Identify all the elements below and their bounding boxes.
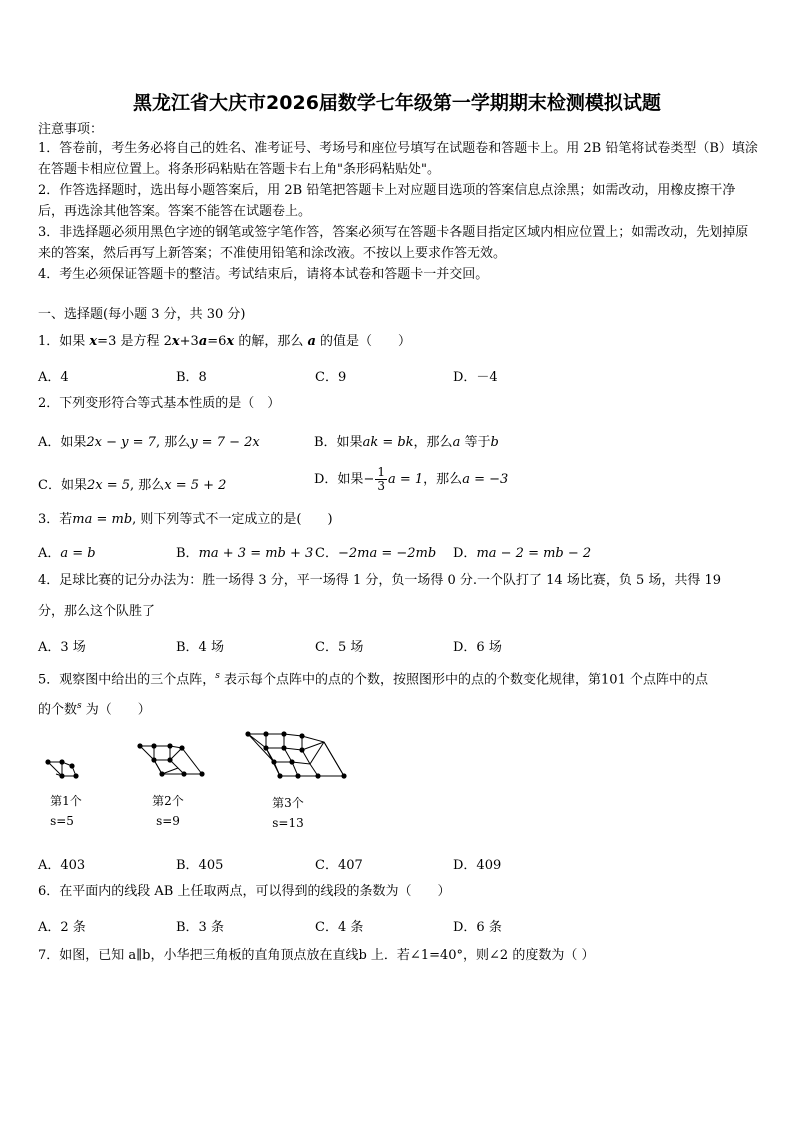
q1-option-b: B．8 <box>176 370 207 385</box>
question-5-stem-line-2: 的个数$^s$ 为（ ） <box>38 701 151 718</box>
figure-2-value: s=9 <box>156 814 180 828</box>
figure-1-label: 第1个 <box>50 794 82 808</box>
q2-option-a: A．如果2x − y = 7, 那么y = 7 − 2x <box>38 435 260 450</box>
q4-option-c: C．5 场 <box>315 640 364 655</box>
question-5-stem-line-1: 5．观察图中给出的三个点阵，$^s$ 表示每个点阵中的点的个数，按照图形中的点的个数变化规律，第101 个点阵中的点 <box>38 671 708 688</box>
question-2-stem: 2．下列变形符合等式基本性质的是（ ） <box>38 396 281 411</box>
page-title: 黑龙江省大庆市2026届数学七年级第一学期期末检测模拟试题 <box>133 92 661 114</box>
question-7-stem: 7．如图，已知 a∥b，小华把三角板的直角顶点放在直线b 上．若∠1=40°，则∠2 的度数为（ ） <box>38 948 595 963</box>
q1-option-a: A．4 <box>38 370 69 385</box>
notice-item-4: 4．考生必须保证答题卡的整洁。考试结束后，请将本试卷和答题卡一并交回。 <box>38 267 489 282</box>
figure-2-label: 第2个 <box>152 794 184 808</box>
q2-option-c: C．如果2x = 5, 那么x = 5 + 2 <box>38 478 227 493</box>
fraction-one-third: $\frac{1}{3}$ <box>377 465 385 493</box>
question-1-stem: 1．如果 x=3 是方程 2x+3a=6x 的解，那么 a 的值是（ ） <box>38 334 412 349</box>
figure-1-value: s=5 <box>50 814 74 828</box>
figure-3-value: s=13 <box>272 816 304 830</box>
dot-lattice-figure-3 <box>240 728 350 782</box>
q1-option-c: C．9 <box>315 370 347 385</box>
q6-option-c: C．4 条 <box>315 920 364 935</box>
q3-option-a: A．a = b <box>38 546 96 561</box>
q2-option-b: B．如果ak = bk，那么a 等于b <box>314 435 499 450</box>
notice-item-2: 2．作答选择题时，选出每小题答案后，用 2B 铅笔把答题卡上对应题目选项的答案信息点涂黑；如需改动，用橡皮擦干净后，再选涂其他答案。答案不能答在试题卷上。 <box>38 183 736 219</box>
q6-option-d: D．6 条 <box>453 920 502 935</box>
question-4-stem-line-1: 4．足球比赛的记分办法为：胜一场得 3 分，平一场得 1 分，负一场得 0 分.一个队打了 14 场比赛，负 5 场，共得 19 <box>38 573 722 588</box>
question-3-stem: 3．若ma = mb, 则下列等式不一定成立的是( ) <box>38 512 333 527</box>
notice-item-3: 3．非选择题必须用黑色字迹的钢笔或签字笔作答，答案必须写在答题卡各题目指定区域内相应位置上；如需改动，先划掉原来的答案，然后再写上新答案；不准使用铅笔和涂改液。不按以上要求作答无效。 <box>38 225 749 261</box>
figure-3-label: 第3个 <box>272 796 304 810</box>
q3-option-c: C．−2ma = −2mb <box>315 546 437 561</box>
q3-option-b: B．ma + 3 = mb + 3 <box>176 546 314 561</box>
q4-option-a: A．3 场 <box>38 640 86 655</box>
q6-option-a: A．2 条 <box>38 920 86 935</box>
question-6-stem: 6．在平面内的线段 AB 上任取两点，可以得到的线段的条数为（ ） <box>38 884 451 899</box>
q2-option-d: D．如果− $\frac{1}{3}$ a = 1，那么a = −3 <box>314 465 509 493</box>
question-4-stem-line-2: 分，那么这个队胜了 <box>38 604 156 619</box>
dot-lattice-figure-2 <box>132 738 210 782</box>
q5-option-a: A．403 <box>38 858 86 873</box>
q4-option-b: B．4 场 <box>176 640 224 655</box>
q1-option-d: D．－4 <box>453 370 498 385</box>
q3-option-d: D．ma − 2 = mb − 2 <box>453 546 592 561</box>
q4-option-d: D．6 场 <box>453 640 502 655</box>
dot-lattice-figure-1 <box>40 752 90 782</box>
notice-item-1: 1．答卷前，考生务必将自己的姓名、准考证号、考场号和座位号填写在试题卷和答题卡上。用 2B 铅笔将试卷类型（B）填涂在答题卡相应位置上。将条形码粘贴在答题卡右上角"条形码粘贴处"。 <box>38 141 758 177</box>
q5-option-b: B．405 <box>176 858 224 873</box>
q6-option-b: B．3 条 <box>176 920 224 935</box>
section-heading: 一、选择题(每小题 3 分，共 30 分) <box>38 307 246 322</box>
q5-option-c: C．407 <box>315 858 363 873</box>
notice-heading: 注意事项： <box>38 122 104 137</box>
q5-option-d: D．409 <box>453 858 502 873</box>
